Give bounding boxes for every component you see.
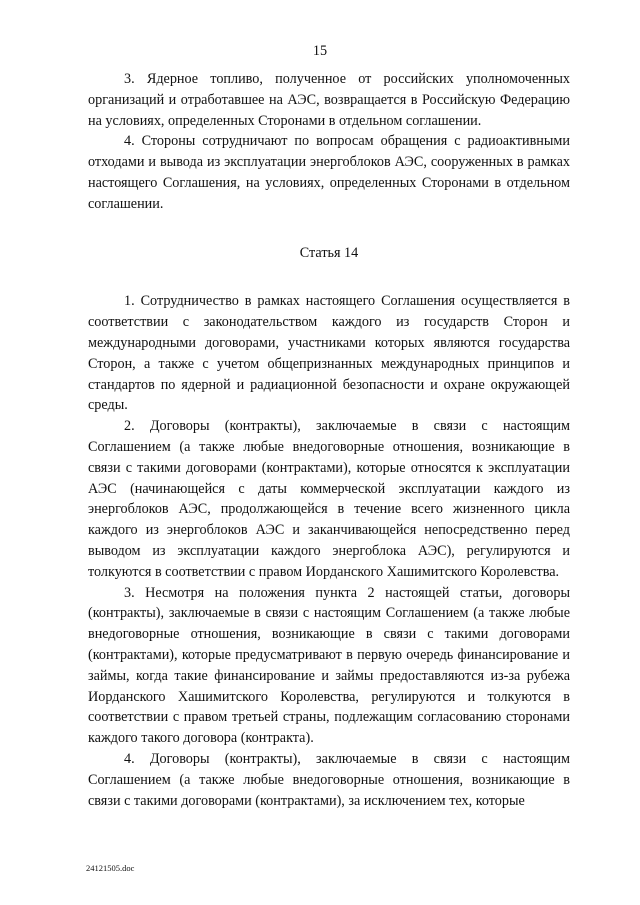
page-number: 15 [312,43,328,59]
article-14-paragraph-2: 2. Договоры (контракты), заключаемые в связи с настоящим Соглашением (а также любые внедоговорные отношения, возникающие в связи с такими договорами (контрактами), которые относятся к эксплуатации АЭС (начинающейся с даты коммерческой эксплуатации каждого из энергоблоков АЭС, продолжающейся в течение всего жизненного цикла каждого из энергоблоков АЭС и заканчивающейся непосредственно перед выводом из эксплуатации каждого энергоблока АЭС), регулируются и толкуются в соответствии с правом Иорданского Хашимитского Королевства. [88,418,570,580]
document-body [88,69,570,811]
article-14-paragraph-1: 1. Сотрудничество в рамках настоящего Соглашения осуществляется в соответствии с законодательством каждого из государств Сторон и международными договорами, участниками которых являются государства Сторон, а также с учетом общепризнанных международных принципов и стандартов по ядерной и радиационной безопасности и охране окружающей среды. [88,293,570,414]
article-14-paragraph-3: 3. Несмотря на положения пункта 2 настоящей статьи, договоры (контракты), заключаемые в связи с настоящим Соглашением (а также любые внедоговорные отношения, возникающие в связи с такими договорами (контрактами), которые предусматривают в первую очередь финансирование и займы, когда такие финансирование и займы предоставляются из-за рубежа Иорданского Хашимитского Королевства, регулируются и толкуются в соответствии с правом третьей страны, подлежащим согласованию сторонами каждого такого договора (контракта). [88,584,570,747]
footer-filename: 24121505.doc [86,863,135,873]
article-14-paragraph-4: 4. Договоры (контракты), заключаемые в связи с настоящим Соглашением (а также любые внедоговорные отношения, возникающие в связи с такими договорами (контрактами), за исключением тех, которые [88,750,570,809]
paragraph-3-spent-fuel: 3. Ядерное топливо, полученное от российских уполномоченных организаций и отработавшее на АЭС, возвращается в Российскую Федерацию на условиях, определенных Сторонами в отдельном соглашении. [88,71,570,129]
article-heading: Статья 14 [299,244,359,261]
paragraph-4-radioactive-waste: 4. Стороны сотрудничают по вопросам обращения с радиоактивными отходами и вывода из эксплуатации энергоблоков АЭС, сооруженных в рамках настоящего Соглашения, на условиях, определенных Сторонами в отдельном соглашении. [88,133,570,212]
